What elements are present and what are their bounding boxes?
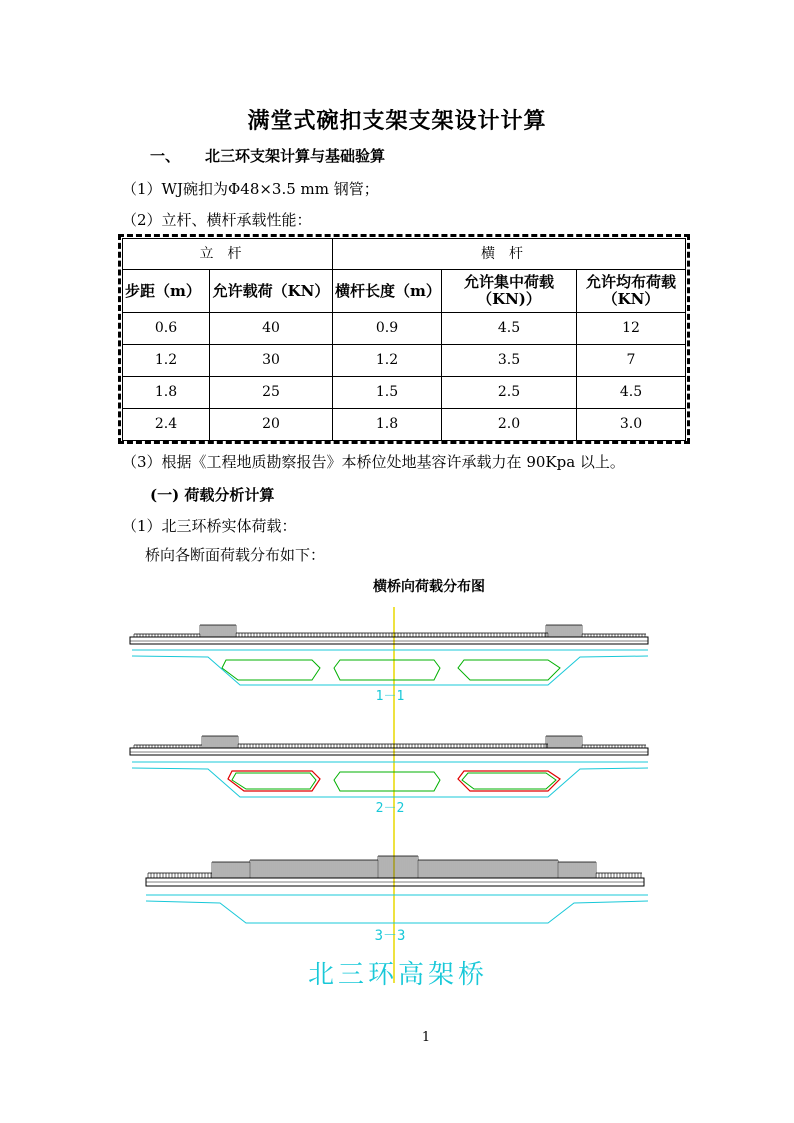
- document-title: 满堂式碗扣支架支架设计计算: [247, 108, 547, 134]
- load-capacity-table-frame: [118, 234, 690, 444]
- table-cell: 3.0: [577, 409, 686, 441]
- table-cell: 30: [210, 345, 333, 377]
- table-cell: 12: [577, 313, 686, 345]
- table-row: [123, 313, 686, 345]
- table-cell: 1.8: [333, 409, 442, 441]
- load-item-1: （1）北三环桥实体荷载：: [122, 517, 297, 535]
- table-cell: 40: [210, 313, 333, 345]
- load-hatch-group: [134, 736, 646, 748]
- header-allowed-load: 允许载荷（KN）: [210, 270, 333, 313]
- load-capacity-table: [122, 238, 686, 441]
- section-title: 北三环支架计算与基础验算: [205, 147, 386, 165]
- section-label: 3－3: [374, 928, 406, 944]
- item-2: （2）立杆、横杆承载性能：: [122, 211, 312, 229]
- header-concentrated-load: 允许集中荷载（KN)）: [442, 270, 577, 313]
- table-cell: 7: [577, 345, 686, 377]
- group-header-horizontal: 横杆: [333, 239, 686, 270]
- table-row: [123, 409, 686, 441]
- figure-caption: 横桥向荷载分布图: [373, 579, 485, 595]
- table-cell: 2.0: [442, 409, 577, 441]
- table-cell: 4.5: [577, 377, 686, 409]
- table-cell: 4.5: [442, 313, 577, 345]
- load-hatch-group: [148, 856, 642, 878]
- table-cell: 0.9: [333, 313, 442, 345]
- table-cell: 25: [210, 377, 333, 409]
- section-heading: [150, 145, 385, 166]
- table-row: [123, 377, 686, 409]
- table-cell: 2.5: [442, 377, 577, 409]
- section-label: 2－2: [375, 801, 405, 816]
- page-number: 1: [421, 1030, 431, 1045]
- section-1-1: [130, 625, 648, 704]
- header-bar-length: 横杆长度（m）: [333, 270, 442, 313]
- section-number: 一、: [150, 147, 181, 165]
- header-step: 步距（m）: [123, 270, 210, 313]
- cross-section-figure: [128, 605, 668, 995]
- cross-section-drawing: [128, 605, 668, 995]
- section-label: 1－1: [375, 689, 405, 704]
- table-cell: 20: [210, 409, 333, 441]
- subsection-heading: (一) 荷载分析计算: [150, 486, 275, 504]
- section-2-2: [130, 736, 648, 816]
- load-hatch-group: [134, 625, 646, 637]
- item-1: （1）WJ碗扣为Φ48×3.5 mm 钢管；: [122, 180, 379, 198]
- load-description: 桥向各断面荷载分布如下：: [145, 546, 326, 564]
- table-cell: 1.5: [333, 377, 442, 409]
- bridge-name: 北三环高架桥: [307, 960, 489, 990]
- table-cell: 1.2: [333, 345, 442, 377]
- section-3-3: [146, 856, 648, 944]
- group-header-vertical: 立杆: [123, 239, 333, 270]
- table-cell: 2.4: [123, 409, 210, 441]
- table-cell: 1.2: [123, 345, 210, 377]
- item-3: （3）根据《工程地质勘察报告》本桥位处地基容许承载力在 90Kpa 以上。: [122, 453, 625, 471]
- table-cell: 1.8: [123, 377, 210, 409]
- table-cell: 3.5: [442, 345, 577, 377]
- table-row: [123, 345, 686, 377]
- table-cell: 0.6: [123, 313, 210, 345]
- header-distributed-load: 允许均布荷载（KN）: [577, 270, 686, 313]
